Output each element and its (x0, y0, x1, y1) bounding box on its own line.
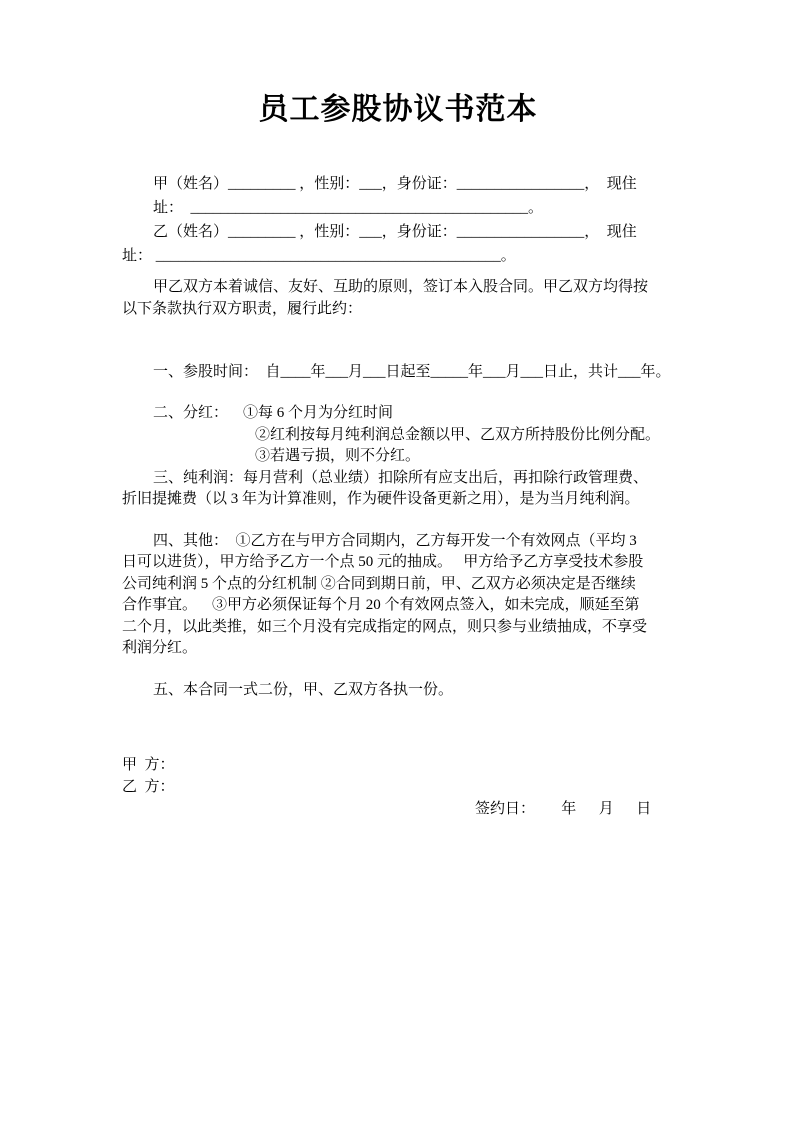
document-title: 员工参股协议书范本 (258, 93, 538, 126)
signature-party-b-label: 乙 方： (122, 778, 175, 795)
section-3-line-1: 三、纯利润：每月营利（总业绩）扣除所有应支出后，再扣除行政管理费、 (153, 469, 649, 486)
intro-line-1: 甲乙双方本着诚信、友好、互助的原则，签订本入股合同。甲乙双方均得按 (153, 279, 649, 295)
party-b-address-line: 址： ______________________________________________。 (122, 248, 516, 264)
section-2-line-3: ③若遇亏损，则不分红。 (255, 448, 421, 464)
section-1-line: 一、参股时间： 自____年___月___日起至_____年___月___日止，共计___年。 (153, 364, 671, 380)
section-4-line-1: 四、其他： ①乙方在与甲方合同期内，乙方每开发一个有效网点（平均 3 (153, 532, 637, 549)
signature-date-line: 签约日： 年 月 日 (475, 800, 652, 817)
section-2-line-2: ②红利按每月纯利润总金额以甲、乙双方所持股份比例分配。 (255, 426, 661, 443)
section-5-line: 五、本合同一式二份，甲、乙双方各执一份。 (153, 681, 454, 698)
section-4-line-4: 合作事宜。 ③甲方必须保证每个月 20 个有效网点签入，如未完成，顺延至第 (122, 597, 640, 613)
section-1-participation-time (122, 361, 674, 383)
section-4-line-6: 利润分红。 (122, 640, 198, 656)
signature-party-a-label: 甲 方： (122, 756, 175, 773)
party-b-line: 乙（姓名）_________ ，性别：___，身份证：_________________， 现住 (153, 224, 637, 240)
parties-block (122, 172, 674, 268)
section-2-dividends-and-section-3-net-profit (122, 403, 674, 511)
intro-paragraph (122, 276, 674, 320)
section-2-line-1: 二、分红： ①每 6 个月为分红时间 (153, 405, 394, 421)
intro-line-2: 以下条款执行双方职责，履行此约： (122, 301, 363, 317)
party-a-line: 甲（姓名）_________ ，性别：___，身份证：_________________， 现住 (153, 176, 637, 192)
section-3-line-2: 折旧提摊费（以 3 年为计算准则，作为硬件设备更新之用），是为当月纯利润。 (122, 491, 640, 507)
section-5-copies (122, 679, 674, 701)
section-4-line-5: 二个月，以此类推，如三个月没有完成指定的网点，则只参与业绩抽成，不享受 (122, 618, 648, 635)
section-4-line-3: 公司纯利润 5 个点的分红机制 ②合同到期日前，甲、乙双方必须决定是否继续 (122, 575, 636, 592)
party-a-address-line: 址： _____________________________________________。 (153, 200, 544, 216)
signature-block (122, 754, 674, 820)
section-4-line-2: 日可以进货），甲方给予乙方一个点 50 元的抽成。 甲方给予乙方享受技术参股 (122, 554, 644, 570)
section-4-others (122, 531, 674, 660)
